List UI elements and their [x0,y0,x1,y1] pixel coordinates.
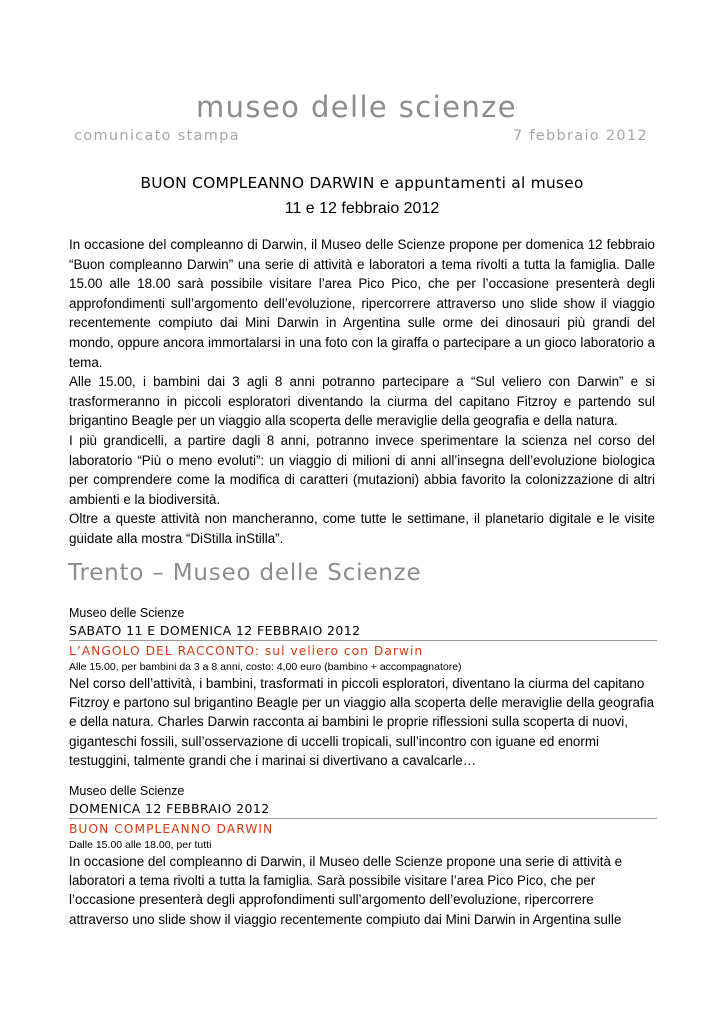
press-release-body [69,235,655,549]
body-paragraph: Oltre a queste attività non mancheranno, come tutte le settimane, il planetario digitale e le visite guidate alla mostra “DiStilla inStilla”. [69,511,655,546]
event-entry [69,783,657,929]
press-release-label: comunicato stampa [74,128,240,144]
body-paragraph: I più grandicelli, a partire dagli 8 anni, potranno invece sperimentare la scienza nel corso del laboratorio “Più o meno evoluti”: un viaggio di milioni di anni all’insegna dell’evoluzione biologica per comprendere come la modifica di caratteri (mutazioni) abbia favorito la colonizzazione di altri ambienti e la biodiversità. [69,432,655,507]
body-paragraph: Alle 15.00, i bambini dai 3 agli 8 anni potranno partecipare a “Sul veliero con Darwin” e si trasformeranno in piccoli esploratori diventando la ciurma del capitano Fitzroy e partendo sul brigantino Beagle per un viaggio alla scoperta delle meraviglie della geografia e della natura. [69,374,655,429]
event-place: Museo delle Scienze [69,784,185,798]
headline-title: BUON COMPLEANNO DARWIN e appuntamenti al museo [140,174,584,192]
event-description: Nel corso dell’attività, i bambini, trasformati in piccoli esploratori, diventano la ciurma del capitano Fitzroy e partono sul brigantino Beagle per un viaggio alla scoperta delle meraviglie della geografia e della natura. Charles Darwin racconta ai bambini le proprie riflessioni sulla scoperta di nuovi, giganteschi fossili, sull’osservazione di uccelli tropicali, sull’incontro con iguane ed enormi testuggini, talmente grandi che i marinai si divertivano a cavalcarle… [69,676,655,768]
headline-dates: 11 e 12 febbraio 2012 [284,200,440,217]
museum-title: museo delle scienze [196,90,517,124]
event-info: Alle 15.00, per bambini da 3 a 8 anni, costo: 4,00 euro (bambino + accompagnatore) [69,661,462,673]
release-date: 7 febbraio 2012 [512,128,648,144]
event-date: SABATO 11 E DOMENICA 12 FEBBRAIO 2012 [69,622,657,641]
event-title: L’ANGOLO DEL RACCONTO: sul veliero con Darwin [69,644,424,658]
event-place: Museo delle Scienze [69,606,185,620]
section-title: Trento – Museo delle Scienze [68,560,422,586]
event-info: Dalle 15.00 alle 18.00, per tutti [69,839,212,851]
body-paragraph: In occasione del compleanno di Darwin, il Museo delle Scienze propone per domenica 12 febbraio “Buon compleanno Darwin” una serie di attività e laboratori a tema rivolti a tutta la famiglia. Dalle 15.00 alle 18.00 sarà possibile visitare l’area Pico Pico, che per l’occasione presenterà degli approfondimenti sull’argomento dell’evoluzione, ripercorrere attraverso uno slide show il viaggio recentemente compiuto dai Mini Darwin in Argentina sulle orme dei dinosauri più grandi del mondo, oppure ancora immortalarsi in una foto con la giraffa o partecipare a un gioco laboratorio a tema. [69,237,655,370]
event-title: BUON COMPLEANNO DARWIN [69,822,274,836]
event-date: DOMENICA 12 FEBBRAIO 2012 [69,800,657,819]
event-entry [69,605,657,770]
event-description: In occasione del compleanno di Darwin, il Museo delle Scienze propone una serie di attività e laboratori a tema rivolti a tutta la famiglia. Sarà possibile visitare l’area Pico Pico, che per l’occasione presenterà degli approfondimenti sull’argomento dell’evoluzione, ripercorrere attraverso uno slide show il viaggio recentemente compiuto dai Mini Darwin in Argentina sulle [69,854,623,927]
